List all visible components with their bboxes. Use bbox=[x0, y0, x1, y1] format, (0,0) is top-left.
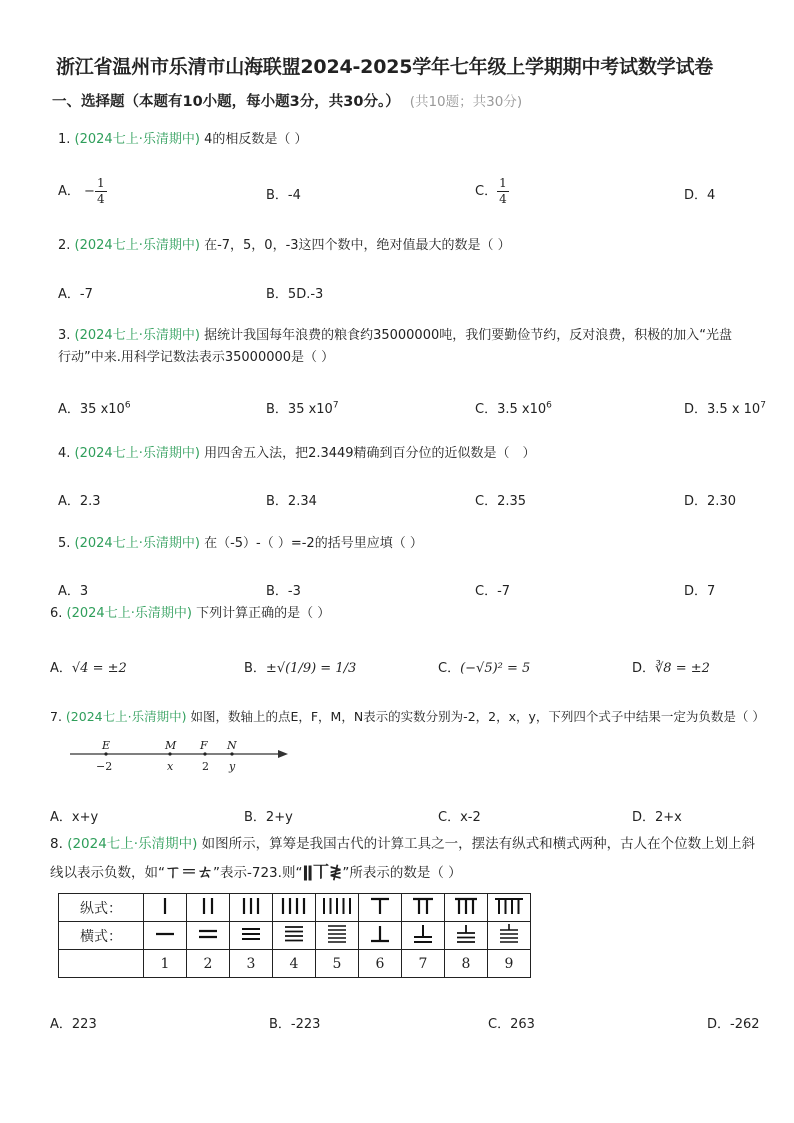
rod-numeral-question: ǁ丅≹ bbox=[302, 862, 343, 881]
option-4a[interactable]: A．2.3 bbox=[58, 494, 101, 509]
digit-cell: 4 bbox=[273, 950, 316, 978]
axis-value-label: 2 bbox=[202, 760, 209, 773]
option-4c[interactable]: C．2.35 bbox=[475, 494, 527, 509]
axis-point-label: F bbox=[200, 739, 208, 752]
row-head-empty bbox=[59, 950, 144, 978]
digit-cell: 7 bbox=[402, 950, 445, 978]
option-3d[interactable]: D．3.5 x $10^7$ bbox=[684, 400, 766, 417]
option-8c[interactable]: C．263 bbox=[488, 1017, 535, 1032]
option-4b[interactable]: B．2.34 bbox=[266, 494, 317, 509]
vertical-row bbox=[59, 894, 531, 922]
option-8b[interactable]: B．-223 bbox=[269, 1017, 321, 1032]
option-5c[interactable]: C．-7 bbox=[475, 584, 511, 599]
option-4d[interactable]: D．2.30 bbox=[684, 494, 736, 509]
option-6b[interactable]: B．±√(1/9) = 1/3 bbox=[244, 661, 357, 676]
question-4: 4. (2024七上·乐清期中) 用四舍五入法，把2.3449精确到百分位的近似数是（ ） bbox=[58, 446, 536, 461]
digit-cell: 1 bbox=[144, 950, 187, 978]
option-2a[interactable]: A．-7 bbox=[58, 287, 93, 302]
question-1 bbox=[58, 129, 307, 151]
rod-numeral-example: ㄒ＝ㄊ bbox=[165, 862, 214, 881]
rod-vertical-3 bbox=[236, 895, 266, 917]
rod-vertical-9 bbox=[492, 895, 526, 917]
rod-vertical-8 bbox=[451, 895, 481, 917]
rod-horizontal-7 bbox=[408, 923, 438, 945]
option-7a[interactable]: A．x+y bbox=[50, 810, 99, 825]
option-6a[interactable]: A．√4 = ±2 bbox=[50, 661, 127, 676]
option-7c[interactable]: C．x-2 bbox=[438, 810, 481, 825]
axis-arrow-icon bbox=[278, 750, 288, 758]
question-6: 6. (2024七上·乐清期中) 下列计算正确的是（ ） bbox=[50, 606, 331, 621]
option-6c[interactable]: C．(−√5)² = 5 bbox=[438, 661, 531, 676]
option-1c[interactable]: C． $\frac{1}{4}$ bbox=[475, 176, 507, 206]
point-f bbox=[203, 752, 206, 755]
digit-cell: 2 bbox=[187, 950, 230, 978]
question-7: 7. (2024七上·乐清期中) 如图，数轴上的点E，F，M，N表示的实数分别为-2，2，x，y，下列四个式子中结果一定为负数是（ ） bbox=[50, 709, 765, 724]
axis-value-label: −2 bbox=[96, 760, 113, 773]
axis-point-label: N bbox=[227, 739, 237, 752]
option-3c[interactable]: C．3.5 $x10^6$ bbox=[475, 400, 552, 417]
rod-horizontal-6 bbox=[365, 923, 395, 945]
fraction: $\frac{1}{4}$ bbox=[96, 176, 105, 206]
source-tag: (2024七上·乐清期中) bbox=[74, 132, 200, 147]
option-7b[interactable]: B．2+y bbox=[244, 810, 293, 825]
point-n bbox=[230, 752, 233, 755]
option-8d[interactable]: D．-262 bbox=[707, 1017, 760, 1032]
digit-cell: 3 bbox=[230, 950, 273, 978]
axis-value-label: x bbox=[167, 760, 174, 773]
option-1b[interactable]: B．-4 bbox=[266, 188, 301, 203]
row-head-horizontal: 横式： bbox=[59, 922, 144, 950]
axis-value-label: y bbox=[229, 760, 236, 773]
number-line-figure bbox=[66, 736, 290, 778]
question-5: 5. (2024七上·乐清期中) 在（-5）-（ ）=-2的括号里应填（ ） bbox=[58, 536, 423, 551]
digits-row bbox=[59, 950, 531, 978]
option-1a[interactable]: A． − $\frac{1}{4}$ bbox=[58, 176, 105, 206]
rod-vertical-4 bbox=[277, 895, 311, 917]
rod-horizontal-4 bbox=[279, 923, 309, 945]
digit-cell: 8 bbox=[445, 950, 488, 978]
section-count: (共10题；共30分) bbox=[409, 94, 523, 110]
rod-vertical-1 bbox=[150, 895, 180, 917]
fraction: $\frac{1}{4}$ bbox=[499, 176, 507, 206]
option-5d[interactable]: D．7 bbox=[684, 584, 716, 599]
rod-vertical-5 bbox=[319, 895, 355, 917]
counting-rods-table bbox=[58, 893, 531, 978]
rod-vertical-2 bbox=[193, 895, 223, 917]
document-title: 浙江省温州市乐清市山海联盟2024-2025学年七年级上学期期中考试数学试卷 bbox=[56, 56, 714, 78]
digit-cell: 5 bbox=[316, 950, 359, 978]
digit-cell: 6 bbox=[359, 950, 402, 978]
rod-vertical-7 bbox=[408, 895, 438, 917]
point-e bbox=[104, 752, 107, 755]
section-heading bbox=[52, 90, 522, 111]
question-text: 4的相反数是（ ） bbox=[204, 132, 308, 147]
question-8: 8. (2024七上·乐清期中) 如图所示，算筹是我国古代的计算工具之一，摆法有纵式和横式两种，古人在个位数上划上斜线以表示负数，如“ㄒ＝ㄊ”表示-723.则“ǁ丅≹”所表示的数是（ ） bbox=[50, 836, 756, 881]
axis-point-label: E bbox=[102, 739, 111, 752]
option-2b[interactable]: B．5D.-3 bbox=[266, 287, 324, 302]
horizontal-row bbox=[59, 922, 531, 950]
option-5a[interactable]: A．3 bbox=[58, 584, 89, 599]
rod-vertical-6 bbox=[365, 895, 395, 917]
rod-horizontal-2 bbox=[193, 923, 223, 945]
rod-horizontal-8 bbox=[451, 923, 481, 945]
option-3a[interactable]: A．35 $x10^6$ bbox=[58, 400, 131, 417]
row-head-vertical: 纵式： bbox=[59, 894, 144, 922]
question-number: 1. bbox=[58, 132, 71, 147]
section-heading-text: 一、选择题（本题有10小题，每小题3分，共30分。） bbox=[52, 94, 400, 110]
option-8a[interactable]: A．223 bbox=[50, 1017, 97, 1032]
option-5b[interactable]: B．-3 bbox=[266, 584, 301, 599]
axis-point-label: M bbox=[165, 739, 177, 752]
question-2: 2. (2024七上·乐清期中) 在-7，5，0，-3这四个数中，绝对值最大的数是（ ） bbox=[58, 238, 511, 253]
question-3: 3. (2024七上·乐清期中) 据统计我国每年浪费的粮食约35000000吨，我们要勤俭节约，反对浪费，积极的加入“光盘行动”中来.用科学记数法表示35000000是（ ） bbox=[58, 328, 732, 365]
rod-horizontal-5 bbox=[322, 923, 352, 945]
option-1d[interactable]: D．4 bbox=[684, 188, 716, 203]
rod-horizontal-9 bbox=[494, 923, 524, 945]
digit-cell: 9 bbox=[488, 950, 531, 978]
rod-horizontal-1 bbox=[150, 923, 180, 945]
option-6d[interactable]: D．∛8 = ±2 bbox=[632, 661, 710, 676]
point-m bbox=[168, 752, 171, 755]
option-3b[interactable]: B．35 $x10^7$ bbox=[266, 400, 339, 417]
option-7d[interactable]: D．2+x bbox=[632, 810, 682, 825]
rod-horizontal-3 bbox=[236, 923, 266, 945]
